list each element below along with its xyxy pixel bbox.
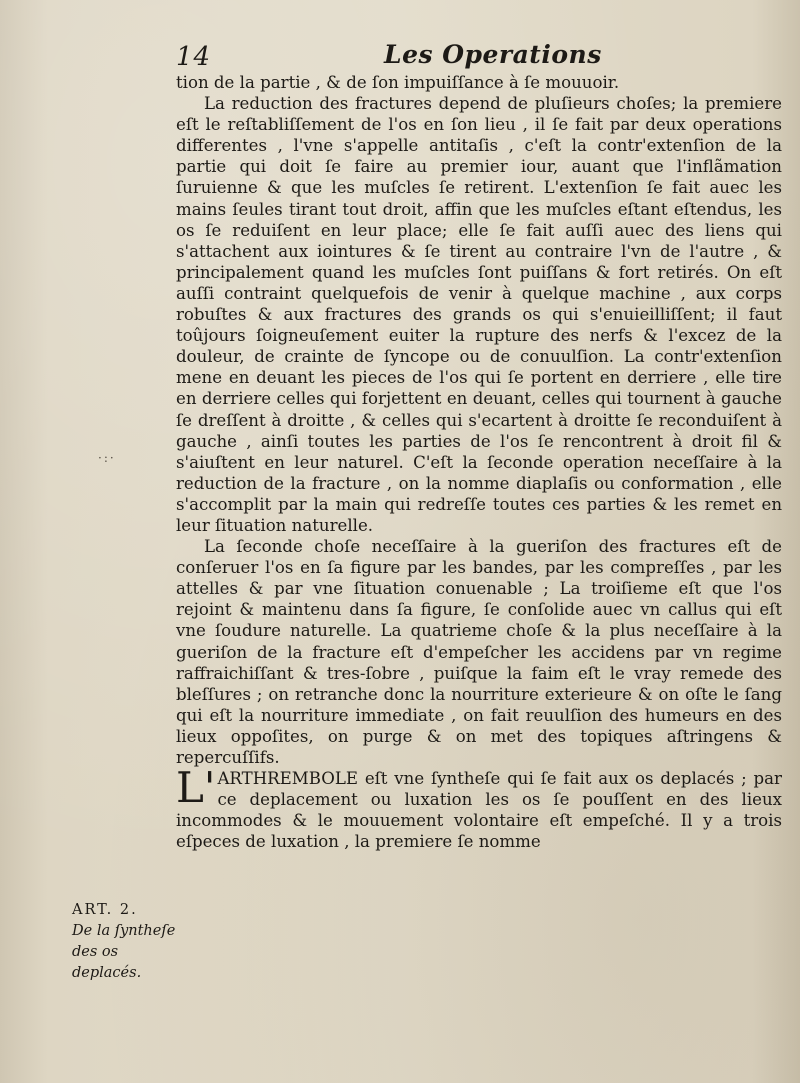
running-head: Les Operations bbox=[384, 40, 602, 69]
paragraph-reduction: La reduction des fractures depend de pluſieurs choſes; la premiere eſt le reſtabliſſement de l'os en ſon lieu , il ſe fait par deux operations differentes , l'vne s'appelle antitaſis , c'eſt la contr'extenſion de la partie qui doit ſe faire au premier iour, auant que l'inflãmation ſuruienne & que les muſcles ſe retirent. L'extenſion ſe fait auec les mains ſeules tirant tout droit, affin que les muſcles eſtant eſtendus, les os ſe reduiſent en leur place; elle ſe fait auſſi auec des liens qui s'attachent aux iointures & ſe tirent au contraire l'vn de l'autre , & principalement quand les muſcles ſont puiſſans & fort retirés. On eſt auſſi contraint quelquefois de venir à quelque machine , aux corps robuſtes & aux fractures des grands os qui s'enuieilliſſent; il faut toûjours ſoigneuſement euiter la rupture des nerfs & l'excez de la douleur, de crainte de ſyncope ou de conuulſion. La contr'extenſion mene en deuant les pieces de l'os qui ſe portent en derriere , elle tire en derriere celles qui forjettent en deuant, celles qui tournent à gauche ſe dreſſent à droitte , & celles qui s'ecartent à droitte ſe reconduiſent à gauche , ainſi toutes les parties de l'os ſe rencontrent à droit fil & s'aiuſtent en leur naturel. C'eſt la ſeconde operation neceſſaire à la reduction de la fracture , on la nomme diaplaſis ou conformation , elle s'accomplit par la main qui redreſſe toutes ces parties & les remet en leur ſituation naturelle. bbox=[176, 94, 782, 535]
margin-note-text: De la ſyntheſe des os deplacés. bbox=[72, 923, 176, 981]
page-header bbox=[172, 40, 782, 74]
paragraph-arthrembole: L'ARTHREMBOLE eſt vne ſyntheſe qui ſe fait aux os deplacés ; par ce deplacement ou luxation les os ſe pouſſent en des lieux incommodes & le mouuement volontaire eſt empeſché. Il y a trois eſpeces de luxation , la premiere ſe nomme bbox=[176, 763, 782, 852]
paragraph-continuation: tion de la partie , & de ſon impuiſſance à ſe mouuoir. bbox=[176, 73, 620, 92]
body-text bbox=[176, 72, 782, 852]
ink-spot-mark: ·:· bbox=[98, 451, 116, 465]
margin-note bbox=[72, 900, 176, 984]
article-label: ART. 2. bbox=[72, 902, 138, 918]
paragraph-seconde-chose: La ſeconde choſe neceſſaire à la gueriſon des fractures eſt de conſeruer l'os en ſa figure par les bandes, par les compreſſes , par les attelles & par vne ſituation conuenable ; La troiſieme eſt que l'os rejoint & maintenu dans ſa figure, ſe conſolide auec vn callus qui eſt vne ſoudure naturelle. La quatrieme choſe & la plus neceſſaire à la gueriſon de la fracture eſt d'empeſcher les accidens par vn regime raffraichiſſant & tres-ſobre , puiſque la faim eſt le vray remede des bleſſures ; on retranche donc la nourriture exterieure & on oſte le ſang qui eſt la nourriture immediate , on fait reuulſion des humeurs en des lieux oppoſites, on purge & on met des topiques aſtringens & repercuſſifs. bbox=[176, 537, 782, 767]
page-number: 14 bbox=[176, 42, 212, 72]
